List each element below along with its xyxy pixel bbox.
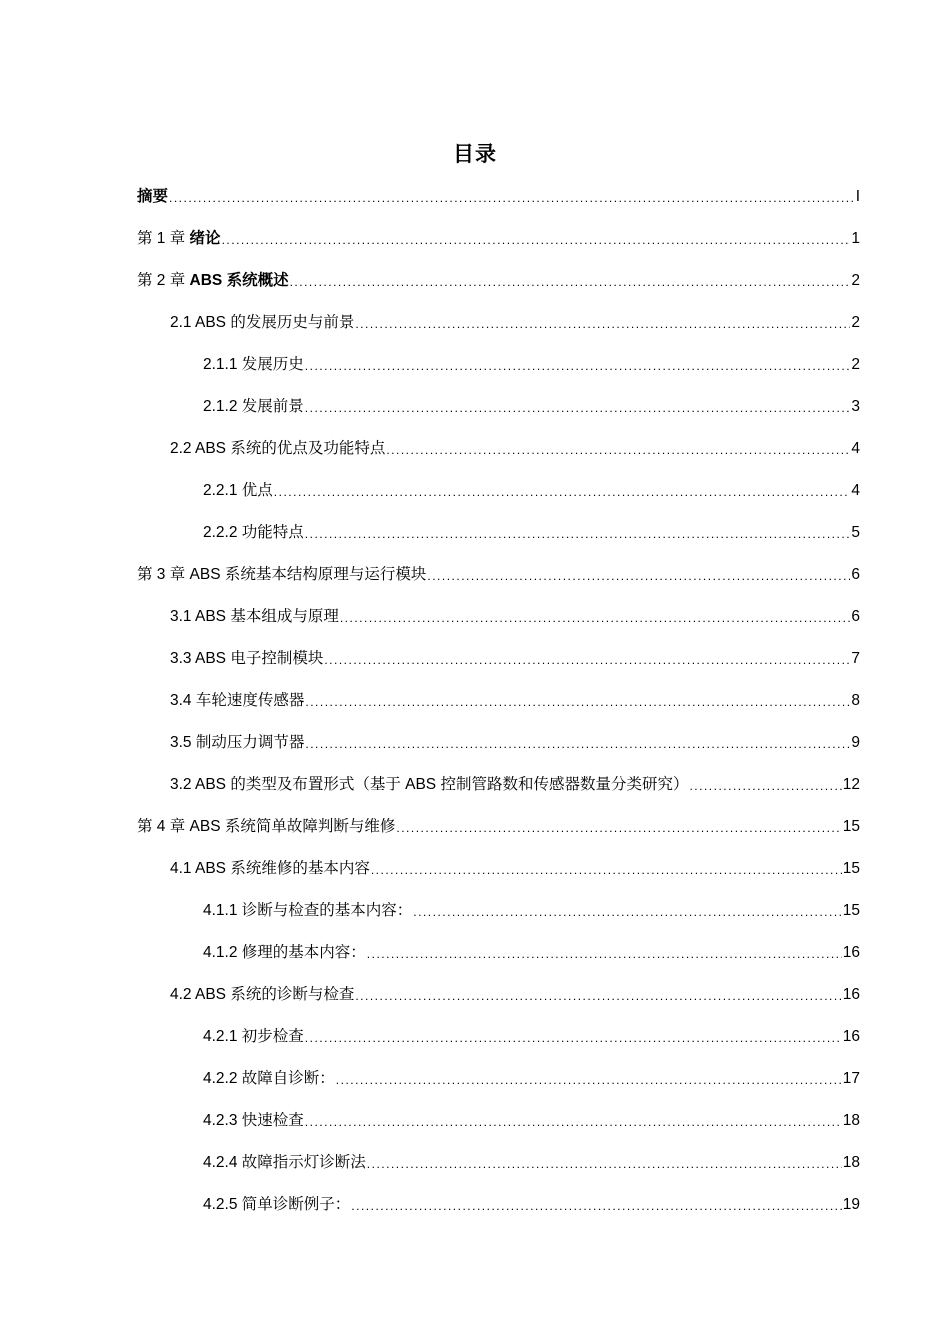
toc-leader-dots <box>413 905 841 928</box>
toc-entry[interactable] <box>137 592 860 634</box>
toc-leader-dots <box>367 1157 842 1180</box>
toc-page-number: 8 <box>851 692 860 709</box>
toc-page-number: 7 <box>851 650 860 667</box>
toc-leader-dots <box>689 779 841 802</box>
toc-entry-label: 4.2.5 简单诊断例子： <box>203 1196 351 1213</box>
toc-leader-dots <box>305 737 850 760</box>
toc-leader-dots <box>371 863 842 886</box>
toc-leader-dots <box>305 401 851 424</box>
toc-page-number: 16 <box>842 944 860 961</box>
toc-entry[interactable] <box>137 1012 860 1054</box>
toc-leader-dots <box>396 821 841 844</box>
toc-page-number: 4 <box>851 482 860 499</box>
toc-leader-dots <box>355 989 841 1012</box>
toc-leader-dots <box>355 317 850 340</box>
toc-entry-label: 摘要 <box>137 188 169 205</box>
toc-entry-label: 第 2 章 ABS 系统概述 <box>137 272 289 289</box>
toc-entry[interactable] <box>137 844 860 886</box>
toc-entry-label: 2.2 ABS 系统的优点及功能特点 <box>170 440 386 457</box>
toc-page-number: 18 <box>842 1112 860 1129</box>
toc-page-number: 12 <box>842 776 860 793</box>
toc-entry[interactable] <box>137 802 860 844</box>
toc-entry-label: 4.2.2 故障自诊断： <box>203 1070 335 1087</box>
toc-entry[interactable] <box>137 466 860 508</box>
toc-entry[interactable] <box>137 214 860 256</box>
toc-entry[interactable] <box>137 508 860 550</box>
toc-page-number: 9 <box>851 734 860 751</box>
toc-page-number: 16 <box>842 986 860 1003</box>
toc-leader-dots <box>305 527 851 550</box>
toc-leader-dots <box>169 191 855 214</box>
toc-entry[interactable] <box>137 340 860 382</box>
toc-entry[interactable] <box>137 886 860 928</box>
toc-entry-label: 4.2.3 快速检查 <box>203 1112 304 1129</box>
toc-entry[interactable] <box>137 970 860 1012</box>
toc-leader-dots <box>274 485 851 508</box>
toc-entry-label: 2.2.1 优点 <box>203 482 273 499</box>
toc-entry-label: 3.2 ABS 的类型及布置形式（基于 ABS 控制管路数和传感器数量分类研究） <box>170 776 689 793</box>
toc-leader-dots <box>336 1073 842 1096</box>
toc-entry-label: 3.1 ABS 基本组成与原理 <box>170 608 339 625</box>
toc-page-number: 6 <box>851 608 860 625</box>
toc-leader-dots <box>305 1115 842 1138</box>
table-of-contents <box>137 172 860 1222</box>
toc-entry[interactable] <box>137 928 860 970</box>
toc-entry[interactable] <box>137 1180 860 1222</box>
toc-entry[interactable] <box>137 256 860 298</box>
toc-entry[interactable] <box>137 424 860 466</box>
toc-page-number: 5 <box>851 524 860 541</box>
toc-leader-dots <box>305 359 851 382</box>
toc-page-number: 19 <box>842 1196 860 1213</box>
toc-entry-label: 3.4 车轮速度传感器 <box>170 692 305 709</box>
toc-entry-label: 4.2.1 初步检查 <box>203 1028 304 1045</box>
toc-entry-label: 4.1 ABS 系统维修的基本内容 <box>170 860 370 877</box>
toc-page-number: 17 <box>842 1070 860 1087</box>
toc-leader-dots <box>340 611 851 634</box>
toc-entry-label: 第 3 章 ABS 系统基本结构原理与运行模块 <box>137 566 427 583</box>
toc-entry-label: 2.1.1 发展历史 <box>203 356 304 373</box>
toc-entry[interactable] <box>137 718 860 760</box>
toc-leader-dots <box>427 569 850 592</box>
toc-entry-label: 2.1 ABS 的发展历史与前景 <box>170 314 355 331</box>
toc-entry-label: 3.3 ABS 电子控制模块 <box>170 650 324 667</box>
toc-entry-label: 3.5 制动压力调节器 <box>170 734 305 751</box>
toc-entry-label: 第 1 章 绪论 <box>137 230 221 247</box>
toc-entry-label: 4.1.1 诊断与检查的基本内容： <box>203 902 413 919</box>
toc-entry-label: 第 4 章 ABS 系统简单故障判断与维修 <box>137 818 396 835</box>
toc-entry[interactable] <box>137 172 860 214</box>
toc-entry-label: 2.2.2 功能特点 <box>203 524 304 541</box>
toc-page-number: 15 <box>842 902 860 919</box>
toc-entry-label: 4.1.2 修理的基本内容： <box>203 944 366 961</box>
toc-page-number: 15 <box>842 818 860 835</box>
toc-entry-label: 4.2.4 故障指示灯诊断法 <box>203 1154 366 1171</box>
toc-page-number: 6 <box>851 566 860 583</box>
toc-entry[interactable] <box>137 298 860 340</box>
toc-page-number: 1 <box>851 230 860 247</box>
toc-leader-dots <box>290 275 851 298</box>
toc-entry[interactable] <box>137 382 860 424</box>
toc-page-number: 16 <box>842 1028 860 1045</box>
toc-page-number: 18 <box>842 1154 860 1171</box>
toc-leader-dots <box>305 695 850 718</box>
toc-leader-dots <box>351 1199 841 1222</box>
toc-entry[interactable] <box>137 676 860 718</box>
toc-page-number: 2 <box>851 272 860 289</box>
toc-leader-dots <box>222 233 851 256</box>
toc-title: 目录 <box>453 143 497 166</box>
toc-entry[interactable] <box>137 1096 860 1138</box>
toc-entry[interactable] <box>137 634 860 676</box>
toc-leader-dots <box>305 1031 842 1054</box>
toc-page-number: 2 <box>851 314 860 331</box>
toc-entry[interactable] <box>137 1054 860 1096</box>
toc-page-number: 2 <box>851 356 860 373</box>
toc-leader-dots <box>324 653 850 676</box>
toc-entry[interactable] <box>137 1138 860 1180</box>
toc-entry-label: 2.1.2 发展前景 <box>203 398 304 415</box>
toc-leader-dots <box>386 443 850 466</box>
toc-entry-label: 4.2 ABS 系统的诊断与检查 <box>170 986 355 1003</box>
toc-leader-dots <box>367 947 842 970</box>
toc-page-number: I <box>855 188 860 205</box>
toc-page-number: 3 <box>851 398 860 415</box>
toc-entry[interactable] <box>137 760 860 802</box>
toc-page-number: 4 <box>851 440 860 457</box>
toc-page-number: 15 <box>842 860 860 877</box>
toc-entry[interactable] <box>137 550 860 592</box>
